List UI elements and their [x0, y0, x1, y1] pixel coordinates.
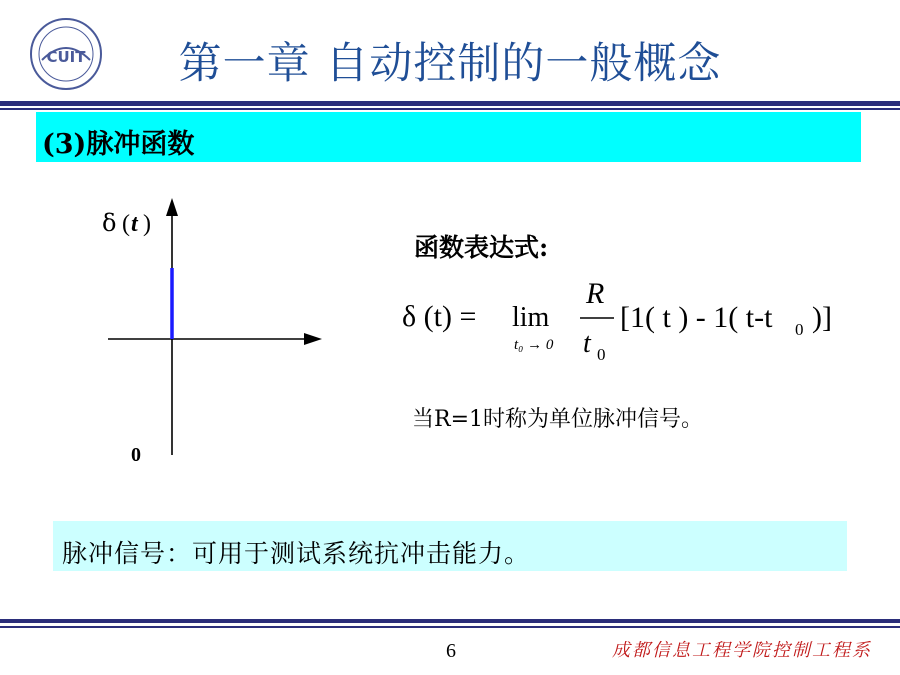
- y-axis-arrow: [166, 198, 178, 216]
- x-axis-arrow: [304, 333, 322, 345]
- logo-text: CUIT: [46, 48, 86, 66]
- y-axis-label-paren-close: ): [143, 211, 151, 237]
- page-number: 6: [446, 640, 456, 662]
- formula-lim: lim: [512, 302, 550, 333]
- y-axis-label-delta: δ: [102, 209, 117, 237]
- formula-denominator-sub: 0: [597, 345, 606, 364]
- formula-bracket-expr: [1( t ) - 1( t-t: [620, 301, 773, 334]
- y-axis-label-t: t: [131, 211, 138, 237]
- formula-heading: 函数表达式:: [414, 233, 549, 262]
- footer-divider: [0, 619, 900, 623]
- section-heading: (3)脉冲函数: [42, 129, 195, 160]
- y-axis-label-paren-open: (: [122, 211, 130, 237]
- unit-impulse-note: 当R=1时称为单位脉冲信号。: [412, 407, 703, 432]
- formula-lim-sub: t₀ → 0: [514, 337, 554, 353]
- footer-divider-thin: [0, 626, 900, 628]
- origin-label: 0: [131, 444, 141, 466]
- footer-institution: 成都信息工程学院控制工程系: [612, 640, 872, 661]
- formula-bracket-close: )]: [812, 301, 832, 334]
- formula-bracket-sub: 0: [795, 320, 804, 339]
- callout-text: 脉冲信号：可用于测试系统抗冲击能力。: [62, 539, 531, 568]
- formula-numerator: R: [586, 277, 605, 310]
- page-title: 第一章 自动控制的一般概念: [178, 39, 722, 89]
- formula-lhs: δ (t) =: [402, 300, 477, 333]
- formula-denominator: t: [583, 328, 591, 359]
